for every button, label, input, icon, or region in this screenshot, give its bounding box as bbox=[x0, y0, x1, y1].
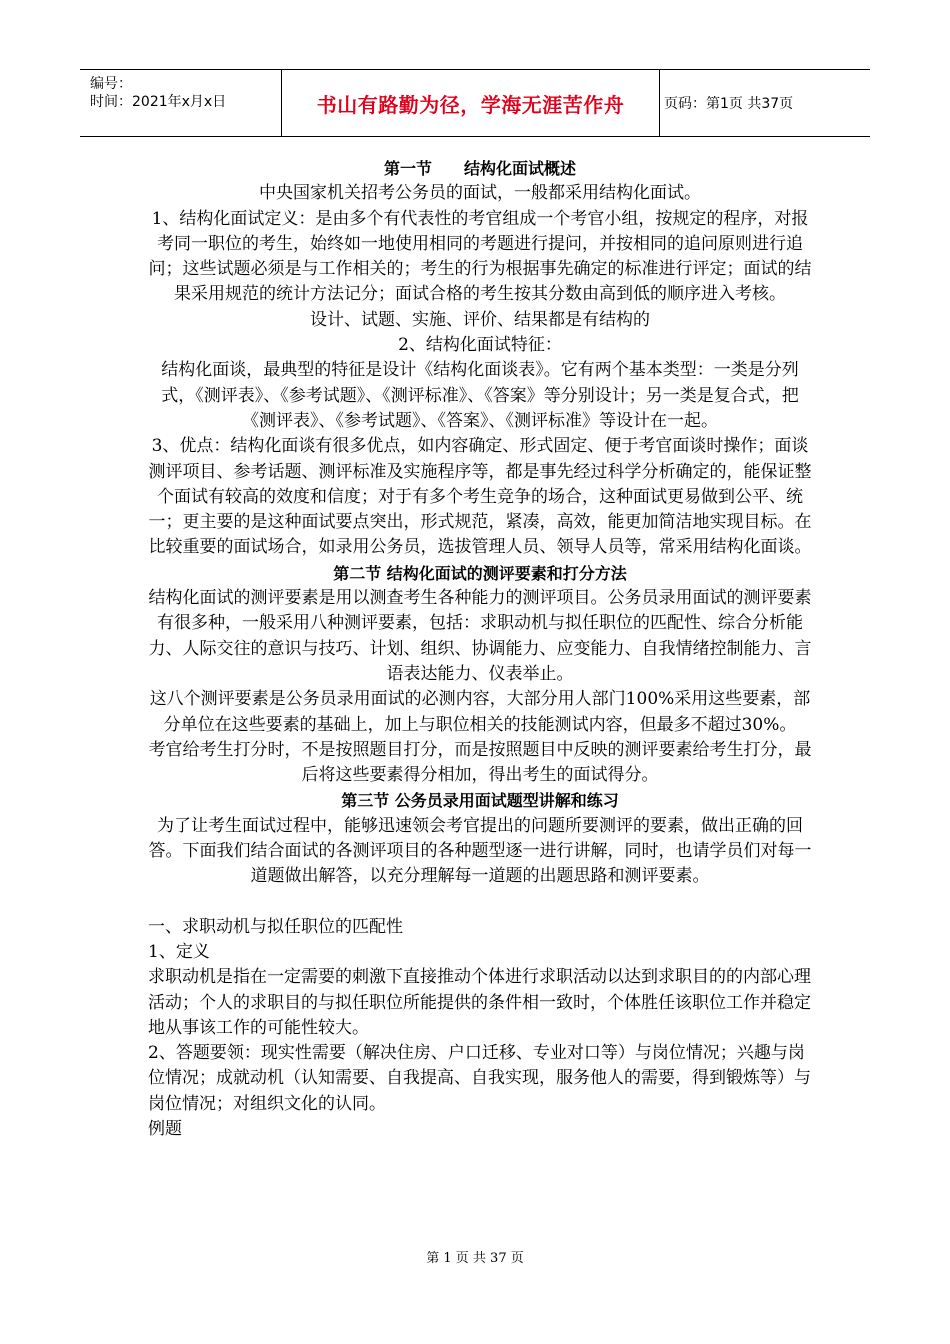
paragraph: 2、答题要领：现实性需要（解决住房、户口迁移、专业对口等）与岗位情况；兴趣与岗位情况；成就动机（认知需要、自我提高、自我实现，服务他人的需要，得到锻炼等）与岗位情况；对组织文化的认同。 bbox=[148, 1043, 811, 1114]
section-2-heading: 第二节 结构化面试的测评要素和打分方法 bbox=[333, 563, 627, 583]
paragraph: 结构化面试的测评要素是用以测查考生各种能力的测评项目。公务员录用面试的测评要素有很多种，一般采用八种测评要素，包括：求职动机与拟任职位的匹配性、综合分析能力、人际交往的意识与技巧、计划、组织、协调能力、应变能力、自我情绪控制能力、言语表达能力、仪表举止。 bbox=[148, 588, 812, 684]
paragraph: 一、求职动机与拟任职位的匹配性 bbox=[148, 916, 403, 937]
paragraph: 例题 bbox=[148, 1118, 182, 1139]
motto: 书山有路勤为径，学海无涯苦作舟 bbox=[282, 70, 660, 136]
paragraph: 考官给考生打分时，不是按照题目打分，而是按照题目中反映的测评要素给考生打分，最后将这些要素得分相加，得出考生的面试得分。 bbox=[148, 739, 812, 786]
date-label: 时间：2021年x月x日 bbox=[90, 94, 227, 110]
paragraph: 3、优点：结构化面谈有很多优点，如内容确定、形式固定、便于考官面谈时操作；面谈测评项目、参考话题、测评标准及实施程序等，都是事先经过科学分析确定的，能保证整个面试有较高的效度和信度；对于有多个考生竞争的场合，这种面试更易做到公平、统一；更主要的是这种面试要点突出，形式规范，紧凑，高效，能更加简洁地实现目标。在比较重要的面试场合，如录用公务员，选拔管理人员、领导人员等，常采用结构化面谈。 bbox=[148, 436, 812, 558]
paragraph: 设计、试题、实施、评价、结果都是有结构的 bbox=[310, 309, 650, 330]
document-body bbox=[148, 156, 812, 1142]
paragraph: 为了让考生面试过程中，能够迅速领会考官提出的问题所要测评的要素，做出正确的回答。下面我们结合面试的各测评项目的各种题型逐一进行讲解，同时，也请学员们对每一道题做出解答，以充分理解每一道题的出题思路和测评要素。 bbox=[148, 815, 812, 887]
paragraph: 中央国家机关招考公务员的面试，一般都采用结构化面试。 bbox=[259, 183, 701, 204]
paragraph: 1、结构化面试定义：是由多个有代表性的考官组成一个考官小组，按规定的程序，对报考同一职位的考生，始终如一地使用相同的考题进行提问，并按相同的追问原则进行追问；这些试题必须是与工作相关的；考生的行为根据事先确定的标准进行评定；面试的结果采用规范的统计方法记分；面试合格的考生按其分数由高到低的顺序进入考核。 bbox=[148, 208, 812, 305]
paragraph: 1、定义 bbox=[148, 941, 210, 962]
header-meta-cell bbox=[80, 70, 282, 136]
number-label: 编号： bbox=[90, 76, 132, 92]
spacer bbox=[148, 890, 812, 915]
paragraph: 求职动机是指在一定需要的刺激下直接推动个体进行求职活动以达到求职目的的内部心理活动；个人的求职目的与拟任职位所能提供的条件相一致时，个体胜任该职位工作并稳定地从事该工作的可能性较大。 bbox=[148, 967, 811, 1038]
section-3-heading: 第三节 公务员录用面试题型讲解和练习 bbox=[341, 791, 619, 811]
page-footer: 第 1 页 共 37 页 bbox=[426, 1251, 524, 1266]
paragraph: 2、结构化面试特征： bbox=[398, 335, 562, 356]
paragraph: 这八个测评要素是公务员录用面试的必测内容，大部分用人部门100%采用这些要素，部分单位在这些要素的基础上，加上与职位相关的技能测试内容，但最多不超过30%。 bbox=[149, 689, 811, 735]
page-info: 页码：第1页 共37页 bbox=[664, 96, 794, 112]
paragraph: 结构化面谈，最典型的特征是设计《结构化面谈表》。它有两个基本类型：一类是分列式，《测评表》、《参考试题》、《测评标准》、《答案》等分别设计；另一类是复合式，把《测评表》、《参考试题》、《答案》、《测评标准》等设计在一起。 bbox=[161, 360, 799, 431]
section-1-heading: 第一节 结构化面试概述 bbox=[383, 159, 576, 178]
page-header bbox=[80, 69, 870, 137]
